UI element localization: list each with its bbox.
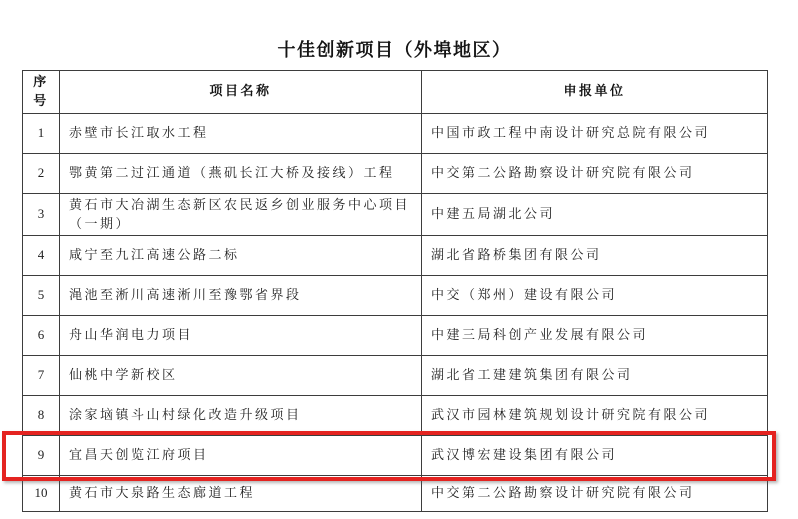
declaring-unit: 中建三局科创产业发展有限公司 [422, 316, 768, 356]
project-name: 鄂黄第二过江通道（燕矶长江大桥及接线）工程 [60, 153, 422, 193]
table-header-row [23, 71, 768, 114]
row-number: 8 [23, 396, 60, 436]
projects-table [22, 70, 768, 512]
declaring-unit: 湖北省工建建筑集团有限公司 [422, 356, 768, 396]
declaring-unit: 湖北省路桥集团有限公司 [422, 236, 768, 276]
declaring-unit: 武汉博宏建设集团有限公司 [422, 436, 768, 476]
project-name: 黄石市大泉路生态廊道工程 [60, 476, 422, 512]
declaring-unit: 中交第二公路勘察设计研究院有限公司 [422, 476, 768, 512]
declaring-unit: 武汉市园林建筑规划设计研究院有限公司 [422, 396, 768, 436]
declaring-unit: 中交第二公路勘察设计研究院有限公司 [422, 153, 768, 193]
table-row [23, 396, 768, 436]
table-row [23, 113, 768, 153]
row-number: 2 [23, 153, 60, 193]
table-row [23, 436, 768, 476]
project-name: 咸宁至九江高速公路二标 [60, 236, 422, 276]
table-row [23, 236, 768, 276]
row-number: 7 [23, 356, 60, 396]
row-number: 5 [23, 276, 60, 316]
declaring-unit: 中国市政工程中南设计研究总院有限公司 [422, 113, 768, 153]
row-number: 10 [23, 476, 60, 512]
declaring-unit: 中建五局湖北公司 [422, 193, 768, 236]
row-number: 3 [23, 193, 60, 236]
table-row [23, 356, 768, 396]
table-row [23, 153, 768, 193]
row-number: 6 [23, 316, 60, 356]
row-number: 1 [23, 113, 60, 153]
table-row [23, 276, 768, 316]
table-row [23, 193, 768, 236]
table-row [23, 316, 768, 356]
column-header-no: 序号 [23, 71, 60, 114]
column-header-unit: 申报单位 [422, 71, 768, 114]
row-number: 4 [23, 236, 60, 276]
project-name: 黄石市大冶湖生态新区农民返乡创业服务中心项目（一期） [60, 193, 422, 236]
page-title: 十佳创新项目（外埠地区） [277, 40, 512, 60]
column-header-project: 项目名称 [60, 71, 422, 114]
declaring-unit: 中交（郑州）建设有限公司 [422, 276, 768, 316]
project-name: 宜昌天创览江府项目 [60, 436, 422, 476]
project-name: 渑池至淅川高速淅川至豫鄂省界段 [60, 276, 422, 316]
project-name: 赤壁市长江取水工程 [60, 113, 422, 153]
project-name: 仙桃中学新校区 [60, 356, 422, 396]
project-name: 涂家垴镇斗山村绿化改造升级项目 [60, 396, 422, 436]
project-name: 舟山华润电力项目 [60, 316, 422, 356]
table-row [23, 476, 768, 512]
row-number: 9 [23, 436, 60, 476]
